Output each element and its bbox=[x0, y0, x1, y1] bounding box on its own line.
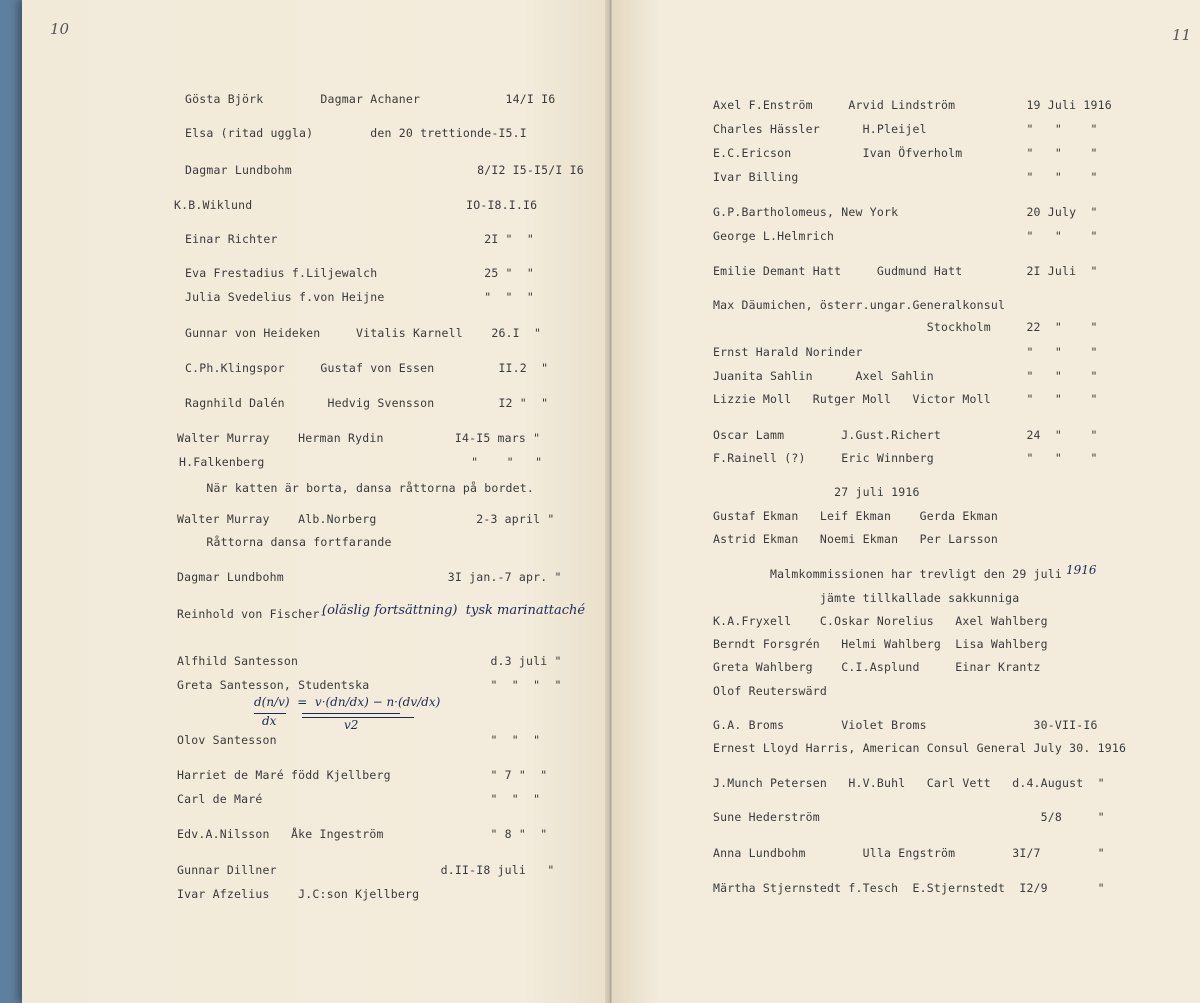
entry-line: Ernest Lloyd Harris, American Consul General July 30. 1916 bbox=[713, 741, 1127, 755]
entry-line: Malmkommissionen har trevligt den 29 juli bbox=[713, 567, 1063, 581]
entry-line: Gunnar von Heideken Vitalis Karnell 26.I " bbox=[185, 326, 542, 340]
entry-line: G.P.Bartholomeus, New York 20 July " bbox=[713, 205, 1098, 219]
entry-line: Axel F.Enström Arvid Lindström 19 Juli 1916 bbox=[713, 98, 1112, 112]
entry-line: G.A. Broms Violet Broms 30-VII-I6 bbox=[713, 718, 1098, 732]
entry-line: 27 juli 1916 bbox=[713, 485, 920, 499]
entry-line: J.Munch Petersen H.V.Buhl Carl Vett d.4.August " bbox=[713, 776, 1105, 790]
entry-line: Walter Murray Alb.Norberg 2-3 april " bbox=[177, 512, 555, 526]
entry-line: Ragnhild Dalén Hedvig Svensson I2 " " bbox=[185, 396, 549, 410]
entry-line: K.A.Fryxell C.Oskar Norelius Axel Wahlberg bbox=[713, 614, 1048, 628]
entry-line: Sune Hederström 5/8 " bbox=[713, 810, 1105, 824]
entry-line: jämte tillkallade sakkunniga bbox=[713, 591, 1020, 605]
entry-line: Gunnar Dillner d.II-I8 juli " bbox=[177, 863, 555, 877]
entry-line: Greta Wahlberg C.I.Asplund Einar Krantz bbox=[713, 660, 1041, 674]
entry-line: När katten är borta, dansa råttorna på bordet. bbox=[185, 481, 535, 495]
entry-line: Ernst Harald Norinder " " " bbox=[713, 345, 1098, 359]
entry-line: Alfhild Santesson d.3 juli " bbox=[177, 654, 562, 668]
handwritten-formula-bottom: v2 bbox=[344, 718, 359, 732]
entry-line: Berndt Forsgrén Helmi Wahlberg Lisa Wahlberg bbox=[713, 637, 1048, 651]
entry-line: Max Däumichen, österr.ungar.Generalkonsul bbox=[713, 298, 1006, 312]
entry-line: Einar Richter 2I " " bbox=[185, 232, 535, 246]
entry-line: Ivar Billing " " " bbox=[713, 170, 1098, 184]
entry-line: Charles Hässler H.Pleijel " " " bbox=[713, 122, 1098, 136]
right-page bbox=[612, 0, 1200, 1003]
entry-line: Walter Murray Herman Rydin I4-I5 mars " bbox=[177, 431, 541, 445]
entry-line: Juanita Sahlin Axel Sahlin " " " bbox=[713, 369, 1098, 383]
entry-line: Eva Frestadius f.Liljewalch 25 " " bbox=[185, 266, 535, 280]
handwritten-formula-left: dx bbox=[262, 714, 277, 728]
entry-line: C.Ph.Klingspor Gustaf von Essen II.2 " bbox=[185, 361, 549, 375]
entry-line: Råttorna dansa fortfarande bbox=[185, 535, 392, 549]
left-page bbox=[22, 0, 611, 1003]
entry-line: Emilie Demant Hatt Gudmund Hatt 2I Juli " bbox=[713, 264, 1098, 278]
entry-line: Stockholm 22 " " bbox=[713, 320, 1098, 334]
handwritten-note: (oläslig fortsättning) tysk marinattaché bbox=[322, 603, 586, 618]
entry-line: Olov Santesson " " " bbox=[177, 733, 541, 747]
entry-line: Dagmar Lundbohm 8/I2 I5-I5/I I6 bbox=[185, 163, 584, 177]
entry-line: Oscar Lamm J.Gust.Richert 24 " " bbox=[713, 428, 1098, 442]
entry-line: Lizzie Moll Rutger Moll Victor Moll " " " bbox=[713, 392, 1098, 406]
entry-line: Carl de Maré " " " bbox=[177, 792, 541, 806]
entry-line: H.Falkenberg " " " bbox=[179, 455, 543, 469]
entry-line: George L.Helmrich " " " bbox=[713, 229, 1098, 243]
entry-line: Julia Svedelius f.von Heijne " " " bbox=[185, 290, 535, 304]
book-spread bbox=[22, 0, 1200, 1003]
handwritten-year: 1916 bbox=[1066, 563, 1097, 577]
entry-line: Edv.A.Nilsson Åke Ingeström " 8 " " bbox=[177, 827, 548, 841]
entry-line: Olof Reuterswärd bbox=[713, 684, 827, 698]
entry-line: Gösta Björk Dagmar Achaner 14/I I6 bbox=[185, 92, 556, 106]
entry-line: E.C.Ericson Ivan Öfverholm " " " bbox=[713, 146, 1098, 160]
entry-line: F.Rainell (?) Eric Winnberg " " " bbox=[713, 451, 1098, 465]
entry-line: Harriet de Maré född Kjellberg " 7 " " bbox=[177, 768, 548, 782]
handwritten-formula-top: d(n/v) = v·(dn/dx) − n·(dv/dx) bbox=[254, 695, 441, 709]
entry-line: Anna Lundbohm Ulla Engström 3I/7 " bbox=[713, 846, 1105, 860]
entry-line: Reinhold von Fischer- bbox=[177, 607, 327, 621]
entry-line: Greta Santesson, Studentska " " " " bbox=[177, 678, 562, 692]
entry-line: Elsa (ritad uggla) den 20 trettionde-I5.I bbox=[185, 126, 527, 140]
right-page-number: 11 bbox=[1172, 26, 1192, 44]
left-page-number: 10 bbox=[50, 20, 70, 38]
formula-fraction-line bbox=[302, 713, 400, 714]
entry-line: Gustaf Ekman Leif Ekman Gerda Ekman bbox=[713, 509, 998, 523]
entry-line: Ivar Afzelius J.C:son Kjellberg bbox=[177, 887, 420, 901]
entry-line: Märtha Stjernstedt f.Tesch E.Stjernstedt I2/9 " bbox=[713, 881, 1105, 895]
entry-line: Astrid Ekman Noemi Ekman Per Larsson bbox=[713, 532, 998, 546]
entry-line: Dagmar Lundbohm 3I jan.-7 apr. " bbox=[177, 570, 562, 584]
entry-line: K.B.Wiklund IO-I8.I.I6 bbox=[174, 198, 538, 212]
